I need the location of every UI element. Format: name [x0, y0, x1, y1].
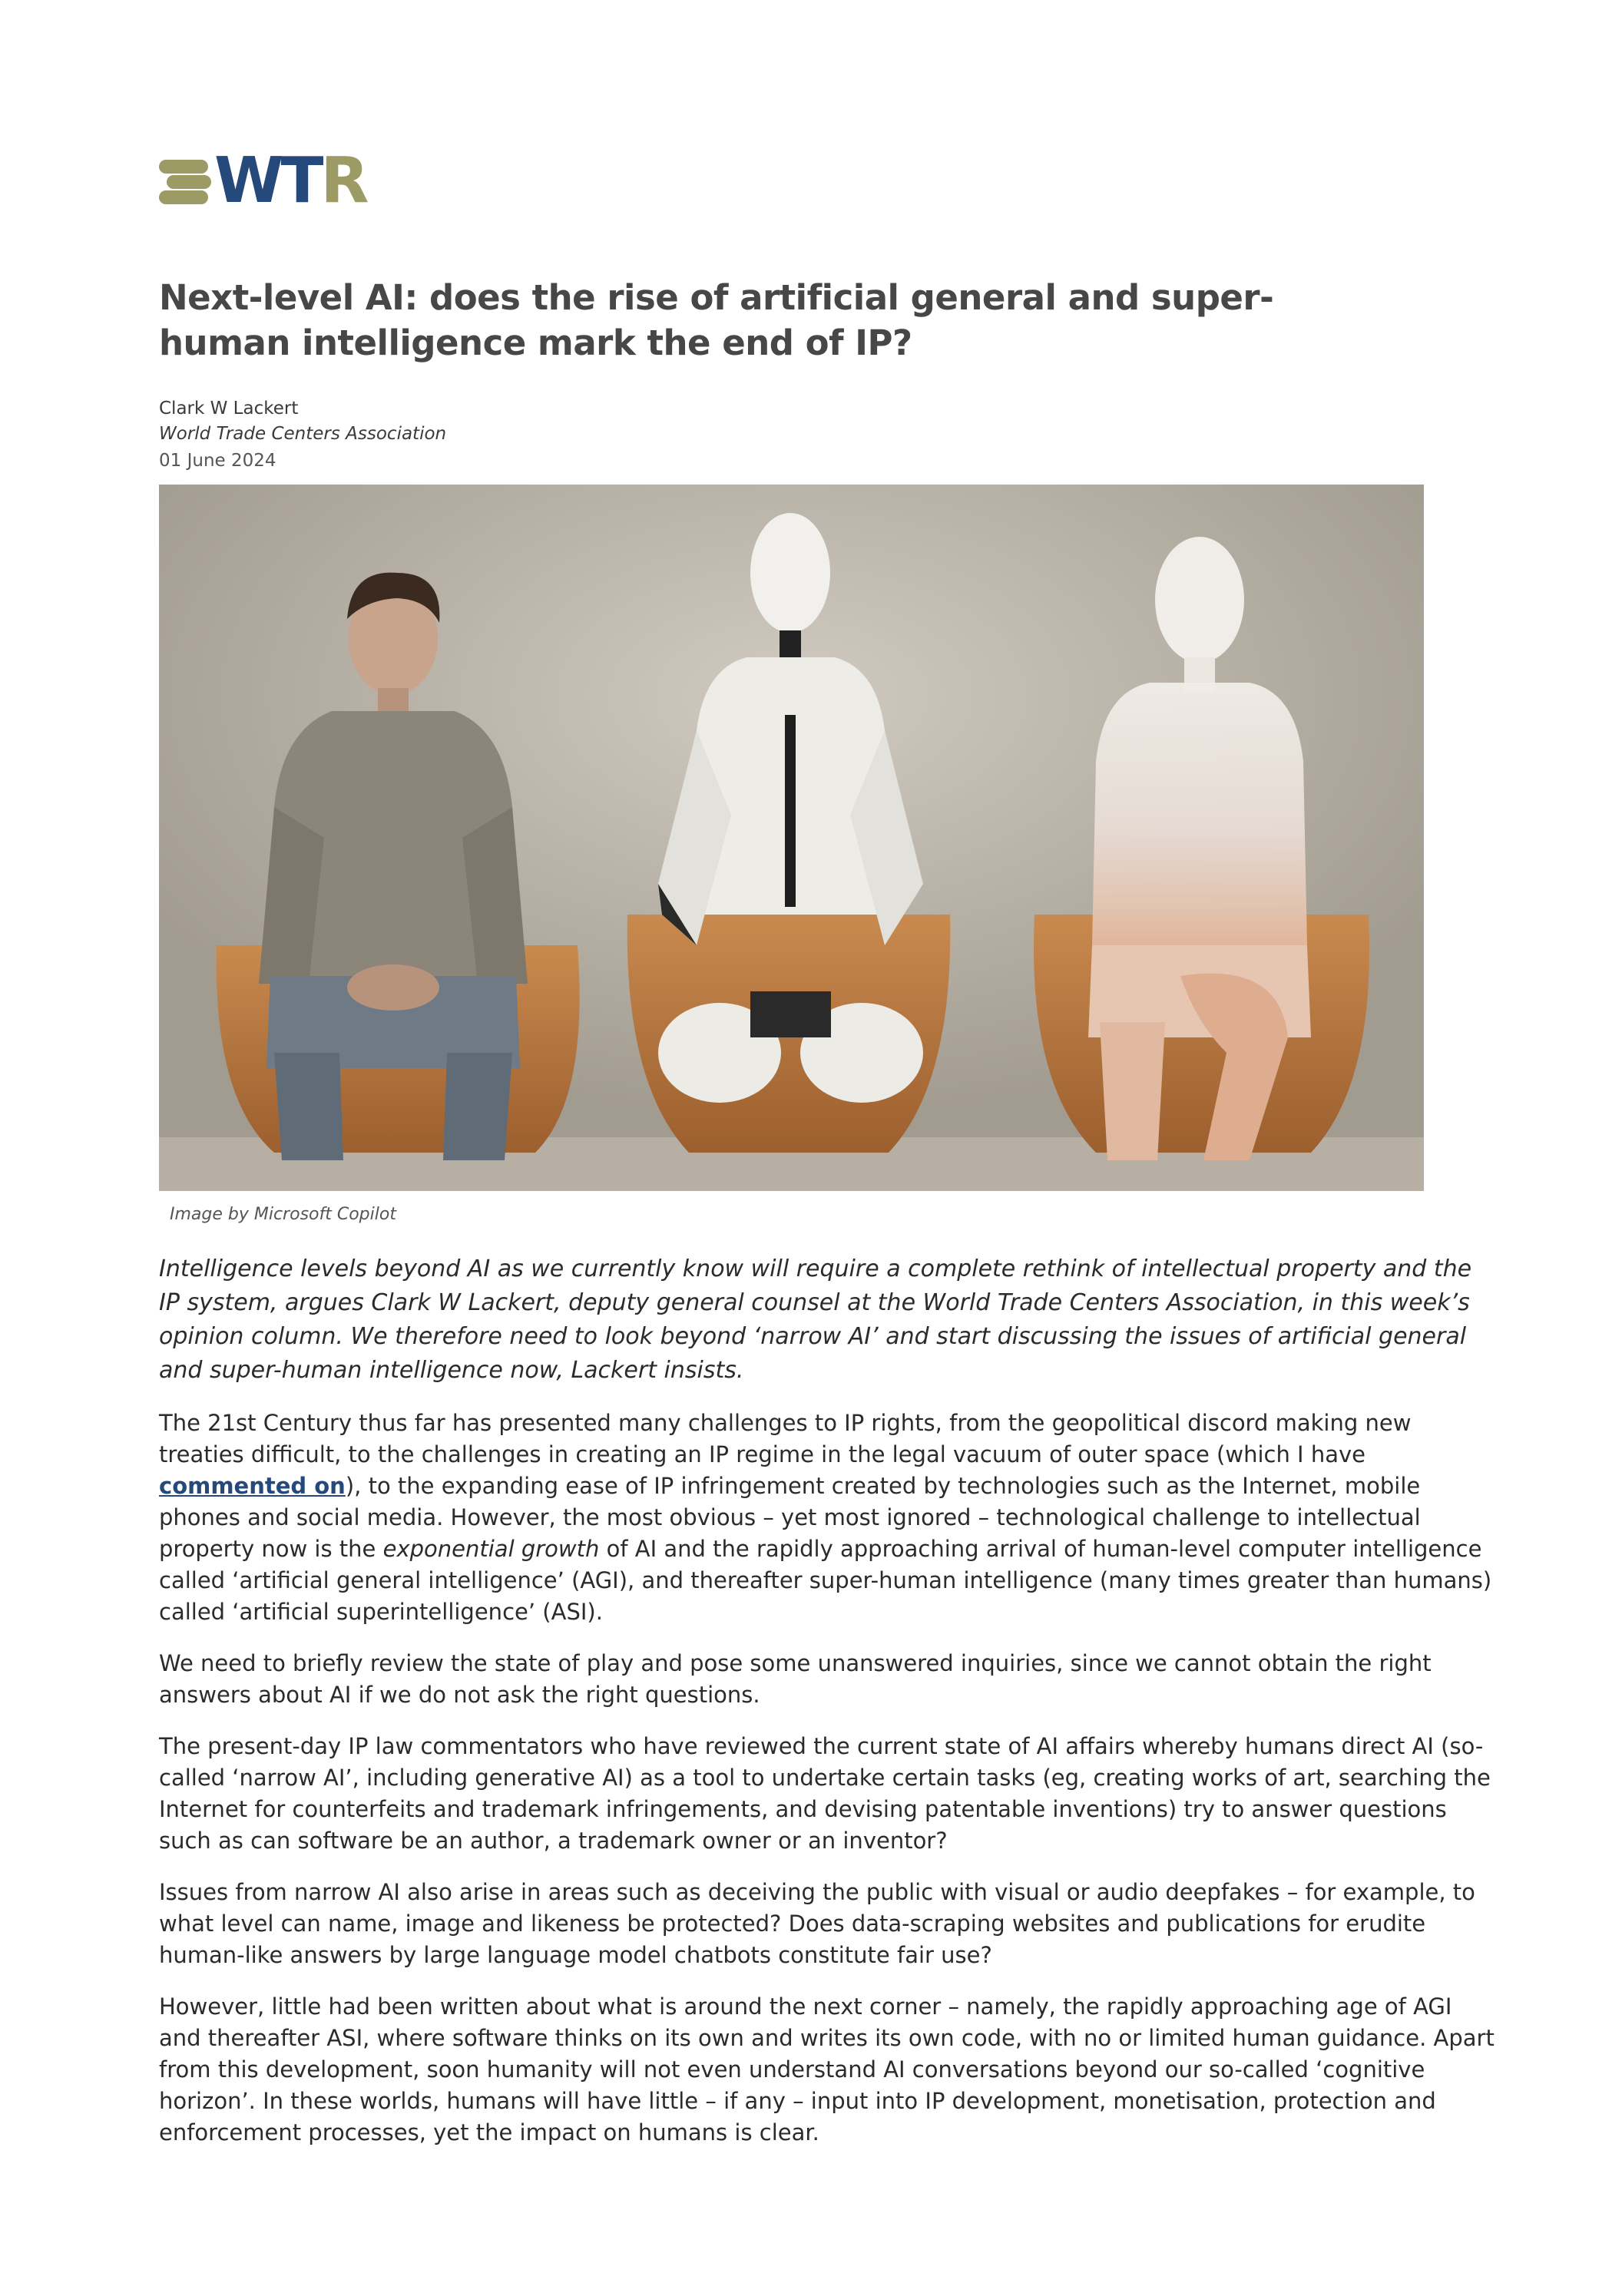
logo-wordmark: WTR	[214, 144, 366, 217]
hero-illustration-icon	[159, 485, 1424, 1191]
paragraph-1: The 21st Century thus far has presented many challenges to IP rights, from the geopolitical discord making new treaties difficult, to the challenges in creating an IP regime in the legal vacuum of outer space (which I have commented on), to the expanding ease of IP infringement created by technologies such as the Internet, mobile phones and social media. However, the most obvious – yet most ignored – technological challenge to intellectual property now is the exponential growth of AI and the rapidly approaching arrival of human-level computer intelligence called ‘artificial general intelligence’ (AGI), and thereafter super-human intelligence (many times greater than humans) called ‘artificial superintelligence’ (ASI).	[159, 1410, 1492, 1625]
logo-mark-icon	[159, 155, 211, 207]
hero-image	[159, 485, 1424, 1191]
commented-on-link[interactable]: commented on	[159, 1473, 346, 1499]
wtr-logo[interactable]	[159, 144, 1495, 217]
publish-date: 01 June 2024	[159, 451, 276, 471]
article-title: Next-level AI: does the rise of artificial general and super-human intelligence mark the end of IP?	[159, 277, 1274, 363]
author-name: Clark W Lackert	[159, 399, 299, 419]
article-meta	[159, 396, 1495, 474]
article-standfirst: Intelligence levels beyond AI as we currently know will require a complete rethink of intellectual property and the IP system, argues Clark W Lackert, deputy general counsel at the World Trade Centers Association, in this week’s opinion column. We therefore need to look beyond ‘narrow AI’ and start discussing the issues of artificial general and super-human intelligence now, Lackert insists.	[159, 1256, 1472, 1384]
emphasis-text: exponential growth	[382, 1536, 600, 1562]
paragraph-2: We need to briefly review the state of play and pose some unanswered inquiries, since we cannot obtain the right answers about AI if we do not ask the right questions.	[159, 1650, 1432, 1708]
paragraph-3: The present-day IP law commentators who have reviewed the current state of AI affairs whereby humans direct AI (so-called ‘narrow AI’, including generative AI) as a tool to undertake certain tasks (eg, creating works of art, searching the Internet for counterfeits and trademark infringements, and devising patentable inventions) try to answer questions such as can software be an author, a trademark owner or an inventor?	[159, 1733, 1491, 1854]
article-page	[159, 144, 1495, 2149]
paragraph-4: Issues from narrow AI also arise in areas such as deceiving the public with visual or audio deepfakes – for example, to what level can name, image and likeness be protected? Does data-scraping websites and publications for erudite human-like answers by large language model chatbots constitute fair use?	[159, 1879, 1475, 1968]
paragraph-5: However, little had been written about what is around the next corner – namely, the rapidly approaching age of AGI and thereafter ASI, where software thinks on its own and writes its own code, with no or limited human guidance. Apart from this development, soon humanity will not even understand AI conversations beyond our so-called ‘cognitive horizon’. In these worlds, humans will have little – if any – input into IP development, monetisation, protection and enforcement processes, yet the impact on humans is clear.	[159, 1993, 1495, 2145]
author-organisation: World Trade Centers Association	[159, 424, 447, 444]
image-caption: Image by Microsoft Copilot	[170, 1205, 396, 1224]
